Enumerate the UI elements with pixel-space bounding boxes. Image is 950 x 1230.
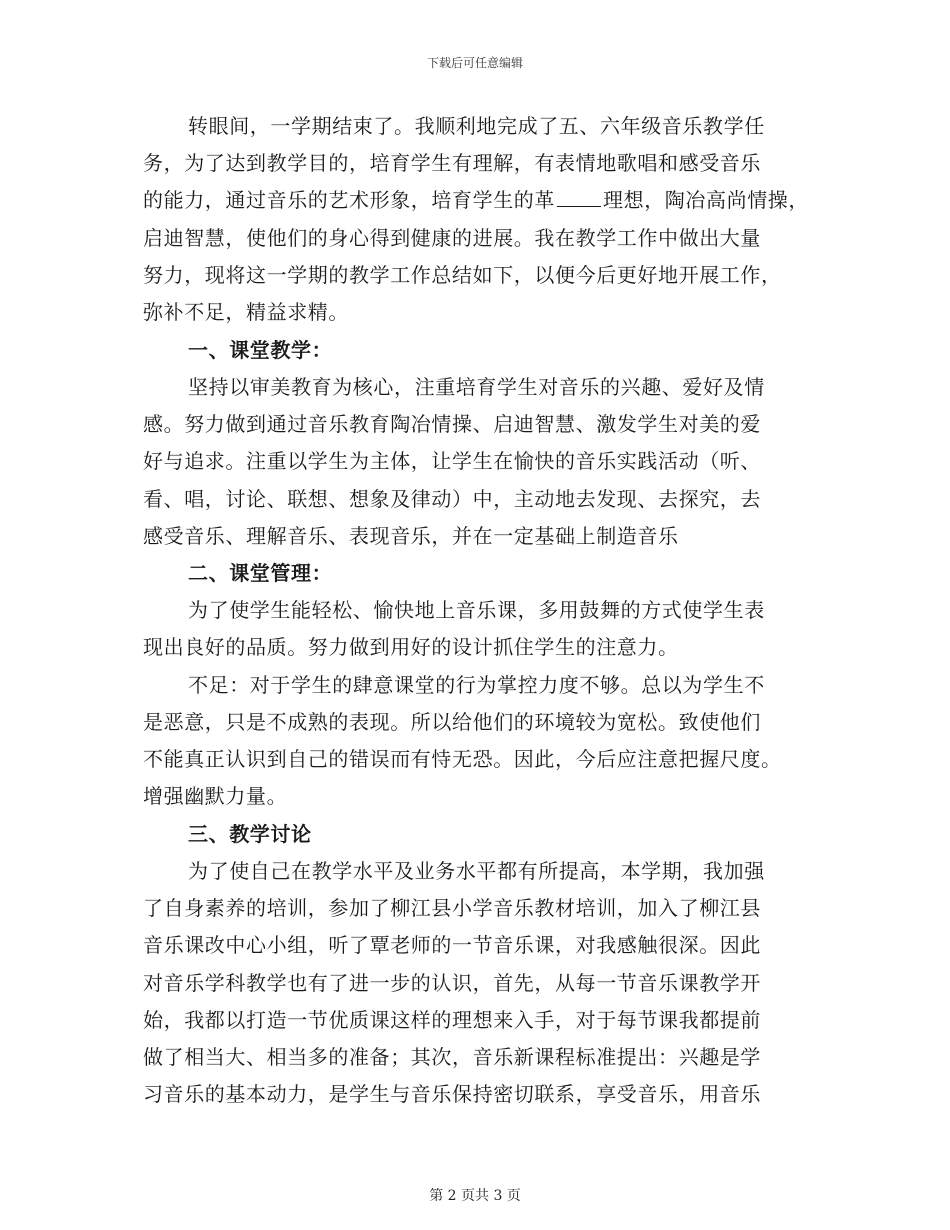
section-3-heading: 三、教学讨论 — [188, 822, 312, 846]
section-1-line-5: 感受音乐、理解音乐、表现音乐，并在一定基础上制造音乐 — [143, 524, 679, 548]
section-2-line-1: 为了使学生能轻松、愉快地上音乐课，多用鼓舞的方式使学生表 — [188, 598, 765, 622]
section-1-line-1: 坚持以审美教育为核心，注重培育学生对音乐的兴趣、爱好及情 — [188, 375, 765, 399]
intro-line-2: 务，为了达到教学目的，培育学生有理解，有表情地歌唱和感受音乐 — [143, 151, 761, 175]
intro-line-1: 转眼间，一学期结束了。我顺利地完成了五、六年级音乐教学任 — [188, 114, 765, 138]
section-1-line-3: 好与追求。注重以学生为主体，让学生在愉快的音乐实践活动（听、 — [143, 449, 761, 473]
section-2-line-5: 不能真正认识到自己的错误而有恃无恐。因此，今后应注意把握尺度。 — [143, 747, 782, 771]
intro-line-3-part-b: 理想，陶冶高尚情操， — [603, 188, 809, 212]
section-3-line-7: 习音乐的基本动力，是学生与音乐保持密切联系，享受音乐，用音乐 — [143, 1082, 761, 1106]
section-2-line-3: 不足：对于学生的肆意课堂的行为掌控力度不够。总以为学生不 — [188, 673, 765, 697]
intro-line-3 — [143, 188, 813, 212]
section-2-line-4: 是恶意，只是不成熟的表现。所以给他们的环境较为宽松。致使他们 — [143, 710, 761, 734]
section-2-line-2: 现出良好的品质。努力做到用好的设计抓住学生的注意力。 — [143, 635, 679, 659]
section-3-line-3: 音乐课改中心小组，听了覃老师的一节音乐课，对我感触很深。因此 — [143, 933, 761, 957]
page-footer: 第 2 页共 3 页 — [429, 1188, 521, 1204]
blank-underline — [557, 190, 601, 207]
section-2-heading: 二、课堂管理： — [188, 561, 333, 585]
page-header: 下载后可任意编辑 — [426, 56, 523, 70]
section-3-line-6: 做了相当大、相当多的准备；其次，音乐新课程标准提出：兴趣是学 — [143, 1045, 761, 1069]
section-1-line-2: 感。努力做到通过音乐教育陶冶情操、启迪智慧、激发学生对美的爱 — [143, 412, 761, 436]
intro-line-4: 启迪智慧，使他们的身心得到健康的进展。我在教学工作中做出大量 — [143, 226, 761, 250]
section-3-line-5: 始，我都以打造一节优质课这样的理想来入手，对于每节课我都提前 — [143, 1008, 761, 1032]
section-1-heading: 一、课堂教学： — [188, 338, 333, 362]
section-3-line-4: 对音乐学科教学也有了进一步的认识，首先，从每一节音乐课教学开 — [143, 971, 761, 995]
intro-line-3-part-a: 的能力，通过音乐的艺术形象，培育学生的革 — [143, 188, 555, 212]
section-2-line-6: 增强幽默力量。 — [143, 784, 288, 808]
section-1-line-4: 看、唱，讨论、联想、想象及律动）中，主动地去发现、去探究，去 — [143, 487, 761, 511]
section-3-line-2: 了自身素养的培训，参加了柳江县小学音乐教材培训，加入了柳江县 — [143, 896, 761, 920]
intro-line-6: 弥补不足，精益求精。 — [143, 300, 349, 324]
section-3-line-1: 为了使自己在教学水平及业务水平都有所提高，本学期，我加强 — [188, 859, 765, 883]
intro-line-5: 努力，现将这一学期的教学工作总结如下，以便今后更好地开展工作， — [143, 263, 782, 287]
